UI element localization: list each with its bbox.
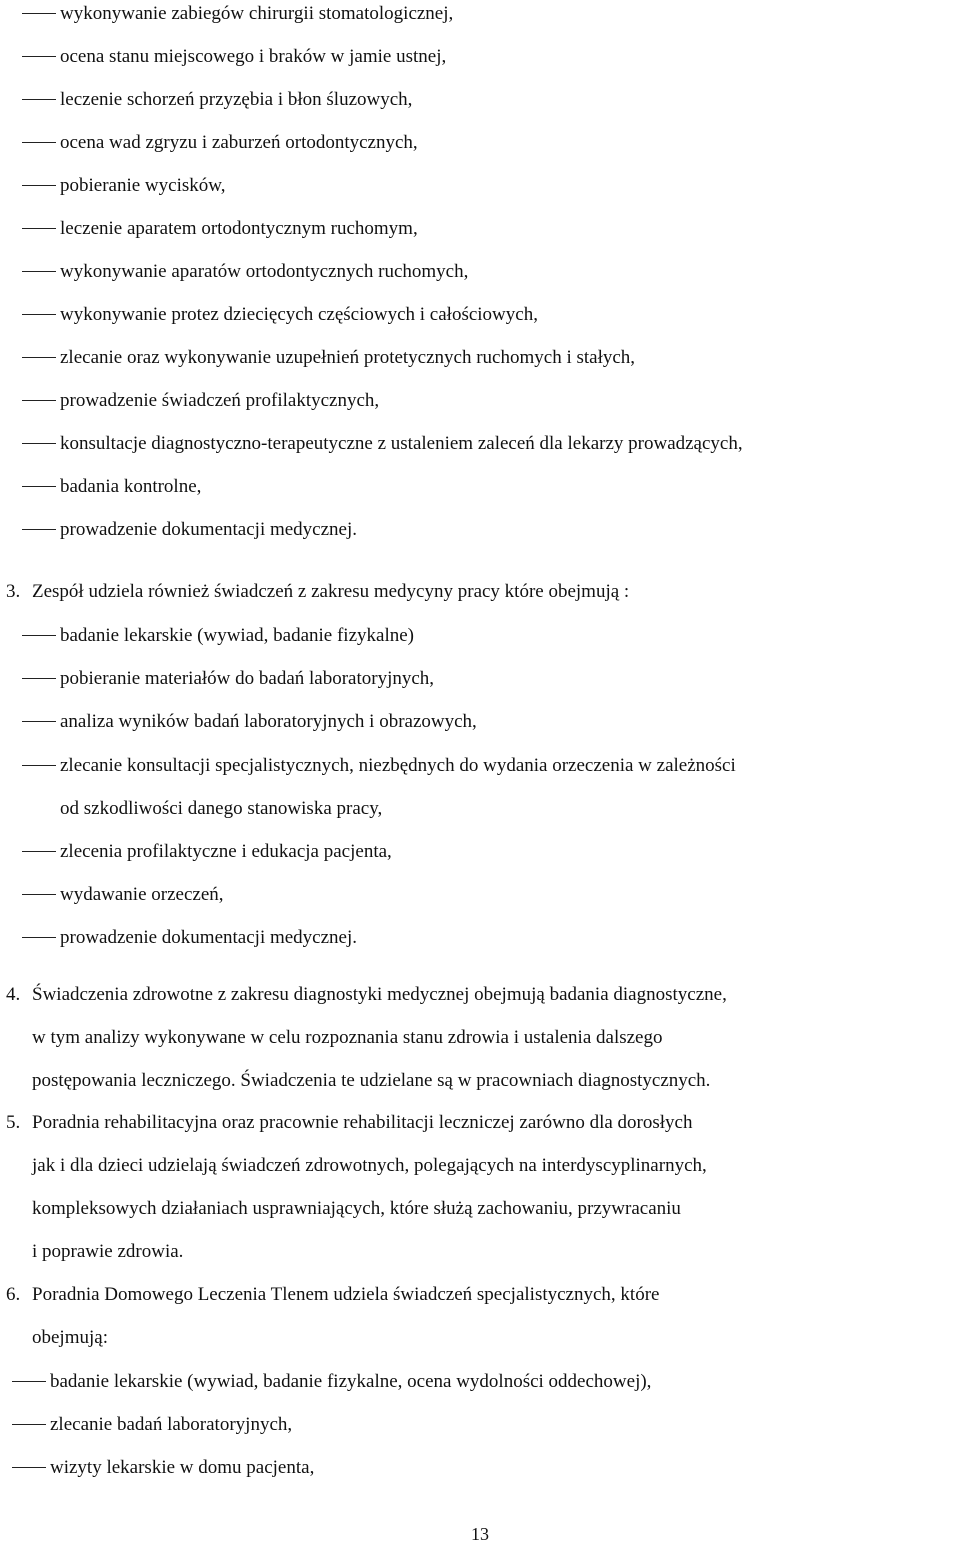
- line-text: Świadczenia zdrowotne z zakresu diagnostyki medycznej obejmują badania diagnostyczne,: [32, 984, 727, 1005]
- line-text: wydawanie orzeczeń,: [60, 884, 224, 905]
- list-item: [0, 622, 960, 650]
- line-text: wizyty lekarskie w domu pacjenta,: [50, 1457, 315, 1478]
- list-item: [0, 215, 960, 243]
- line-text: leczenie aparatem ortodontycznym ruchomym,: [60, 218, 418, 239]
- item-number: 3.: [6, 581, 21, 602]
- list-item: [0, 1368, 960, 1396]
- line-text: ocena stanu miejscowego i braków w jamie ustnej,: [60, 46, 447, 67]
- list-item: [0, 752, 960, 780]
- line-text: prowadzenie dokumentacji medycznej.: [60, 519, 358, 540]
- list-item: [0, 516, 960, 544]
- dash-bullet: [22, 357, 56, 358]
- line-text: w tym analizy wykonywane w celu rozpoznania stanu zdrowia i ustalenia dalszego: [32, 1027, 663, 1048]
- line-text: postępowania leczniczego. Świadczenia te udzielane są w pracowniach diagnostycznych.: [32, 1070, 711, 1091]
- item-number: 6.: [6, 1284, 21, 1305]
- line-text: wykonywanie zabiegów chirurgii stomatologicznej,: [60, 3, 454, 24]
- line-text: analiza wyników badań laboratoryjnych i obrazowych,: [60, 711, 477, 732]
- line-text: kompleksowych działaniach usprawniających, które służą zachowaniu, przywracaniu: [32, 1198, 681, 1219]
- dash-bullet: [22, 443, 56, 444]
- list-item: [0, 1454, 960, 1482]
- dash-bullet: [22, 635, 56, 636]
- dash-bullet: [12, 1424, 46, 1425]
- numbered-item-4-line: [0, 1067, 960, 1095]
- page-number: 13: [471, 1524, 489, 1544]
- line-text: zlecanie badań laboratoryjnych,: [50, 1414, 293, 1435]
- dash-bullet: [22, 721, 56, 722]
- numbered-item-6-line: [0, 1281, 960, 1309]
- line-text: wykonywanie protez dziecięcych częściowych i całościowych,: [60, 304, 538, 325]
- list-item: [0, 665, 960, 693]
- dash-bullet: [22, 228, 56, 229]
- list-item: [0, 924, 960, 952]
- line-text: badanie lekarskie (wywiad, badanie fizykalne, ocena wydolności oddechowej),: [50, 1371, 652, 1392]
- dash-bullet: [22, 400, 56, 401]
- dash-bullet: [22, 314, 56, 315]
- dash-bullet: [22, 937, 56, 938]
- dash-bullet: [22, 851, 56, 852]
- list-item: [0, 473, 960, 501]
- numbered-item-6-line: [0, 1324, 960, 1352]
- dash-bullet: [22, 529, 56, 530]
- line-text: pobieranie materiałów do badań laboratoryjnych,: [60, 668, 435, 689]
- line-text: wykonywanie aparatów ortodontycznych ruchomych,: [60, 261, 469, 282]
- line-text: badania kontrolne,: [60, 476, 202, 497]
- line-text: zlecanie konsultacji specjalistycznych, niezbędnych do wydania orzeczenia w zależności: [60, 755, 736, 776]
- list-item: [0, 129, 960, 157]
- list-item: [0, 86, 960, 114]
- numbered-item-4-line: [0, 981, 960, 1009]
- numbered-item-5-line: [0, 1195, 960, 1223]
- list-item: [0, 301, 960, 329]
- dash-bullet: [12, 1467, 46, 1468]
- line-text: od szkodliwości danego stanowiska pracy,: [60, 798, 383, 819]
- line-text: leczenie schorzeń przyzębia i błon śluzowych,: [60, 89, 413, 110]
- item-number: 5.: [6, 1112, 21, 1133]
- line-text: konsultacje diagnostyczno-terapeutyczne z ustaleniem zaleceń dla lekarzy prowadzących,: [60, 433, 743, 454]
- dash-bullet: [22, 99, 56, 100]
- dash-bullet: [22, 271, 56, 272]
- dash-bullet: [12, 1381, 46, 1382]
- line-text: pobieranie wycisków,: [60, 175, 226, 196]
- list-item: [0, 0, 960, 28]
- list-item: [0, 387, 960, 415]
- line-text: prowadzenie dokumentacji medycznej.: [60, 927, 358, 948]
- dash-bullet: [22, 56, 56, 57]
- dash-bullet: [22, 13, 56, 14]
- dash-bullet: [22, 765, 56, 766]
- list-item: [0, 838, 960, 866]
- numbered-item-4-line: [0, 1024, 960, 1052]
- dash-bullet: [22, 185, 56, 186]
- list-item: [0, 344, 960, 372]
- list-item-continuation: [0, 795, 960, 823]
- list-item: [0, 881, 960, 909]
- line-text: Zespół udziela również świadczeń z zakresu medycyny pracy które obejmują :: [32, 581, 630, 602]
- line-text: Poradnia Domowego Leczenia Tlenem udziela świadczeń specjalistycznych, które: [32, 1284, 660, 1305]
- line-text: Poradnia rehabilitacyjna oraz pracownie rehabilitacji leczniczej zarówno dla dorosłych: [32, 1112, 693, 1133]
- numbered-item-5-line: [0, 1109, 960, 1137]
- list-item: [0, 258, 960, 286]
- dash-bullet: [22, 678, 56, 679]
- list-item: [0, 430, 960, 458]
- line-text: zlecenia profilaktyczne i edukacja pacjenta,: [60, 841, 392, 862]
- numbered-item-5-line: [0, 1152, 960, 1180]
- dash-bullet: [22, 894, 56, 895]
- list-item: [0, 708, 960, 736]
- line-text: ocena wad zgryzu i zaburzeń ortodontycznych,: [60, 132, 418, 153]
- numbered-item-5-line: [0, 1238, 960, 1266]
- line-text: obejmują:: [32, 1327, 108, 1348]
- list-item: [0, 1411, 960, 1439]
- dash-bullet: [22, 486, 56, 487]
- line-text: i poprawie zdrowia.: [32, 1241, 184, 1262]
- dash-bullet: [22, 142, 56, 143]
- list-item: [0, 172, 960, 200]
- line-text: prowadzenie świadczeń profilaktycznych,: [60, 390, 380, 411]
- numbered-item-3: [0, 578, 960, 606]
- list-item: [0, 43, 960, 71]
- item-number: 4.: [6, 984, 21, 1005]
- line-text: zlecanie oraz wykonywanie uzupełnień protetycznych ruchomych i stałych,: [60, 347, 636, 368]
- line-text: jak i dla dzieci udzielają świadczeń zdrowotnych, polegających na interdyscyplinarnych,: [32, 1155, 707, 1176]
- line-text: badanie lekarskie (wywiad, badanie fizykalne): [60, 625, 414, 646]
